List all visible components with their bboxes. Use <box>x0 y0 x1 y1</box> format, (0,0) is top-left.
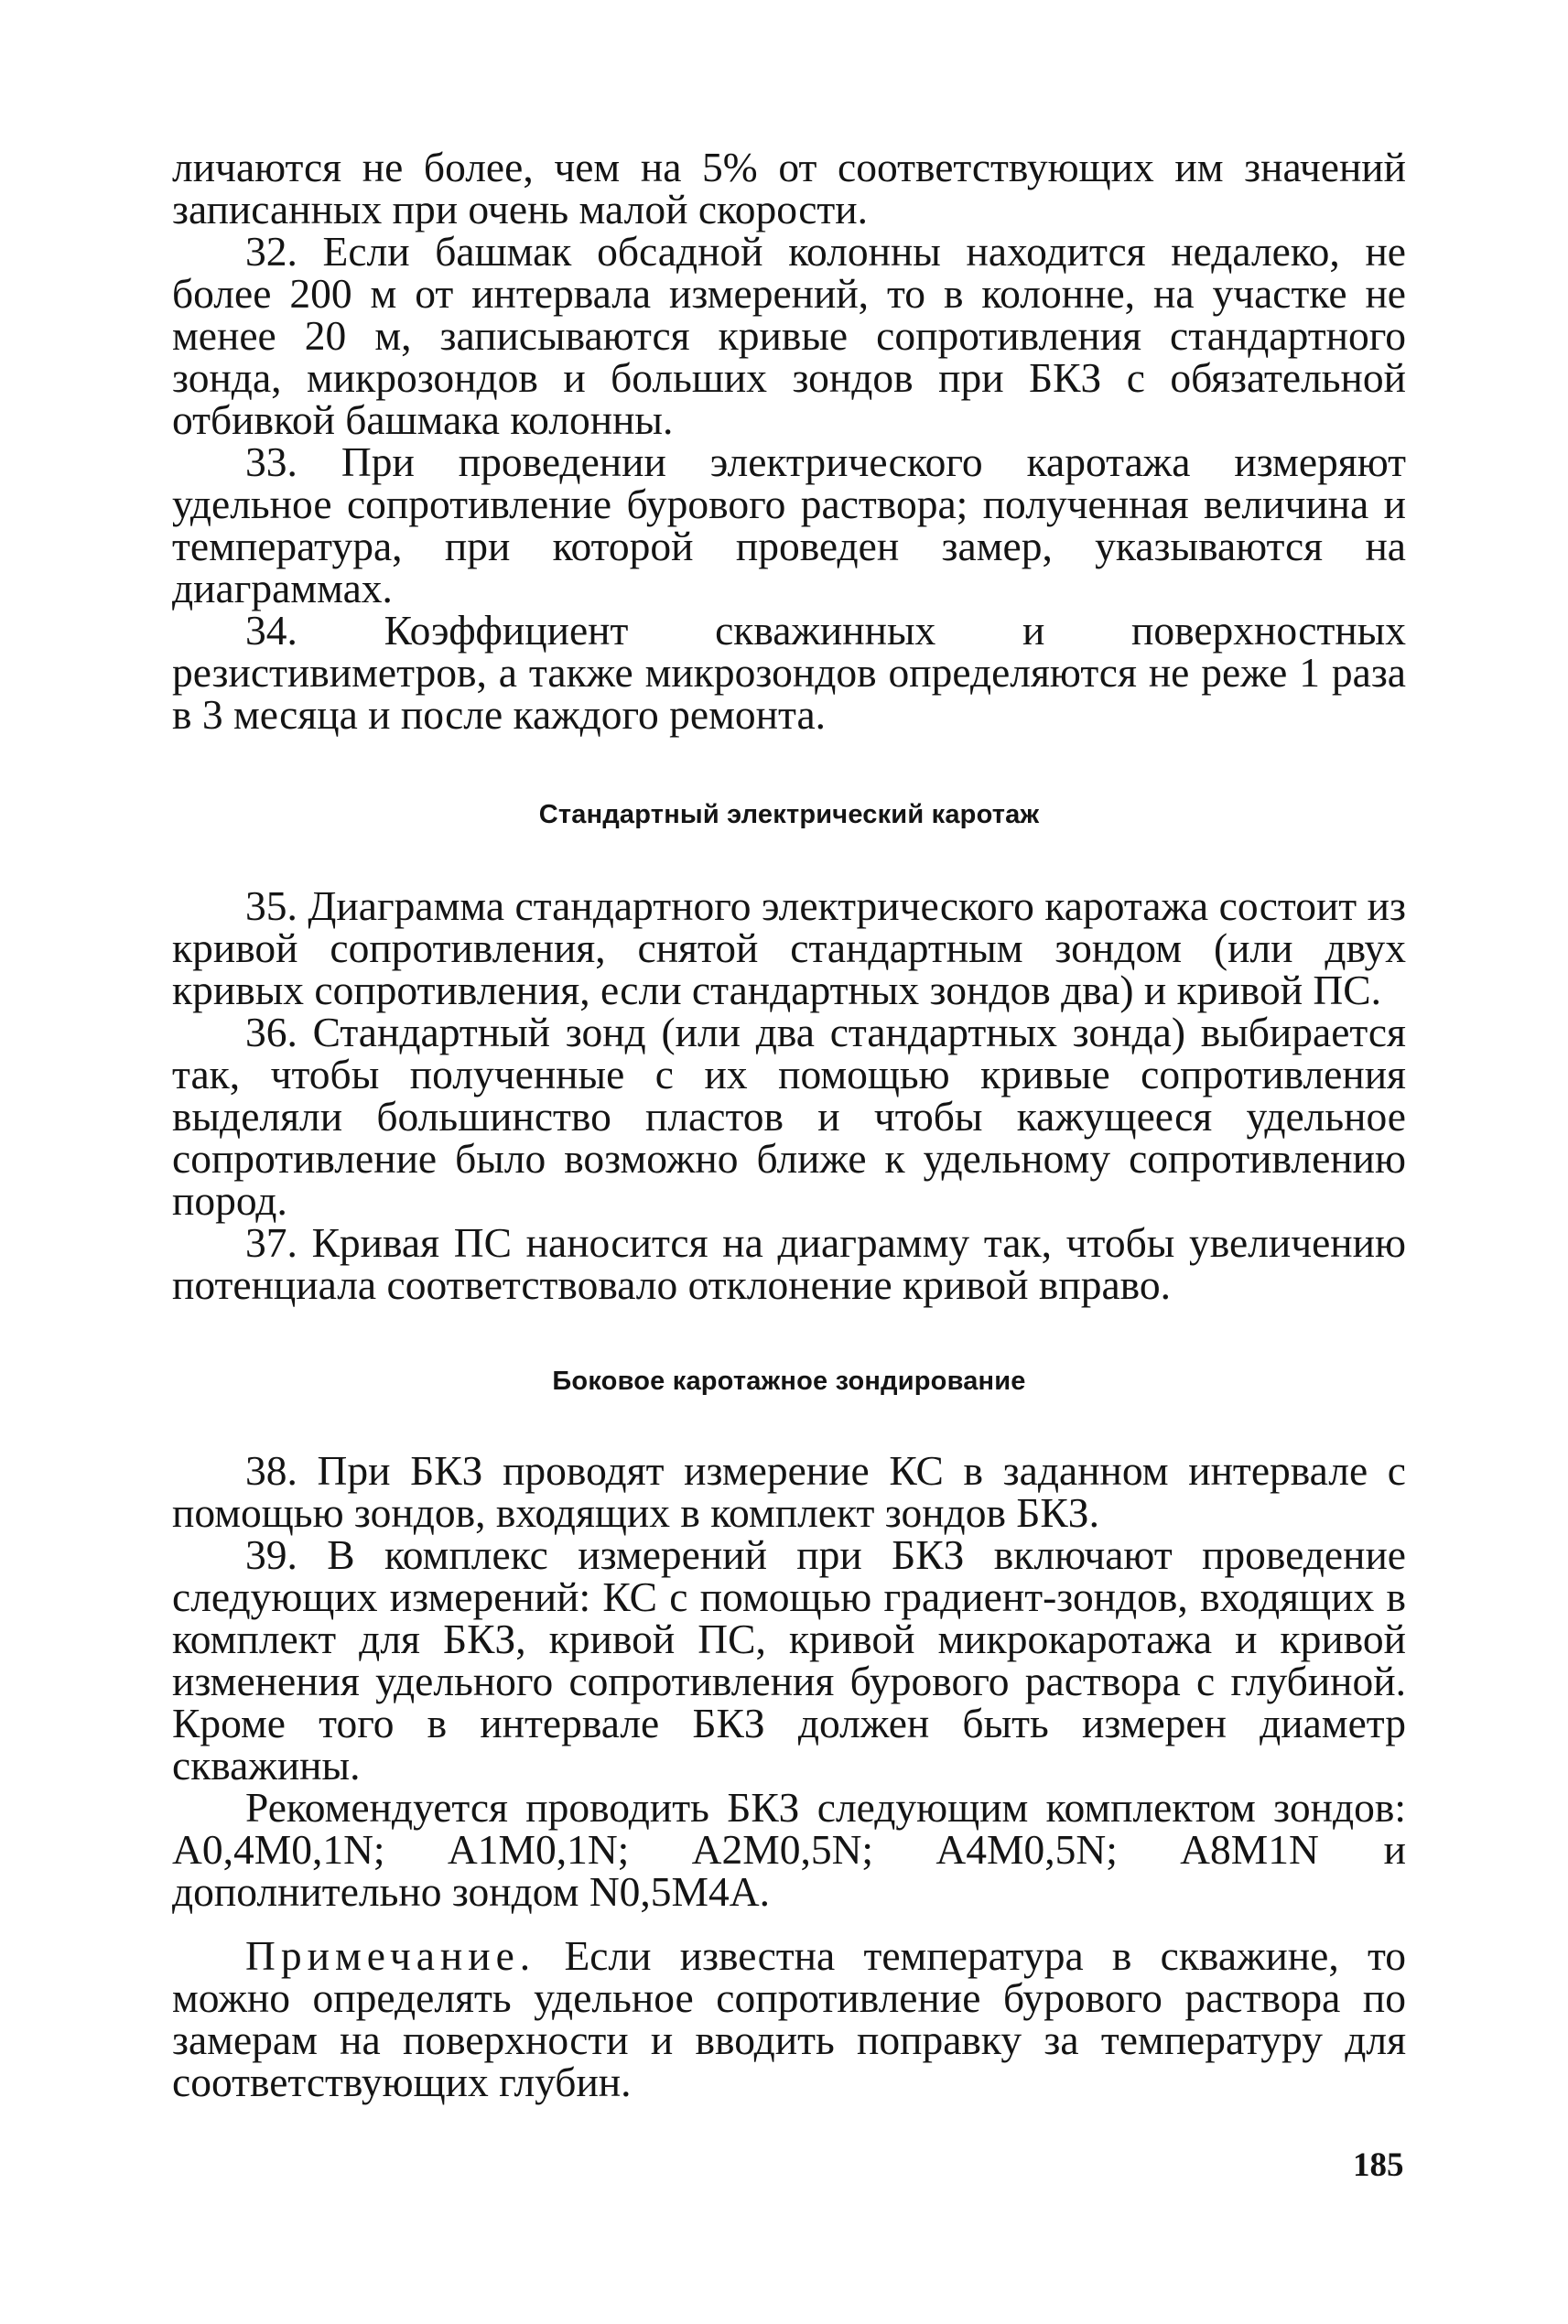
note-text: Если известна температура в скважине, то можно определять удельное сопротивление бурового раствора по замерам на поверхности и вводить поправку за температуру для соответствующих глубин. <box>172 1932 1407 2105</box>
paragraph-38: 38. При БКЗ проводят измерение КС в заданном интервале с помощью зондов, входящих в комплект зондов БКЗ. <box>172 1447 1406 1536</box>
page-number: 185 <box>1353 2146 1404 2184</box>
section-heading-lateral-sounding: Боковое каротажное зондирование <box>552 1367 1026 1396</box>
paragraph-34: 34. Коэффициент скважинных и поверхностных резистивиметров, а также микрозондов определяются не реже 1 раза в 3 месяца и после каждого ремонта. <box>172 607 1406 738</box>
paragraph-39: 39. В комплекс измерений при БКЗ включают проведение следующих измерений: КС с помощью градиент-зондов, входящих в комплект для БКЗ, кривой ПС, кривой микрокаротажа и кривой изменения удельного сопротивления бурового раствора с глубиной. Кроме того в интервале БКЗ должен быть измерен диаметр скважины. <box>172 1531 1406 1789</box>
page-body <box>172 146 1406 2103</box>
note-label: Примечание. <box>245 1932 536 1979</box>
section-heading-standard-logging: Стандартный электрический каротаж <box>538 800 1040 829</box>
paragraph-32: 32. Если башмак обсадной колонны находится недалеко, не более 200 м от интервала измерений, то в колонне, на участке не менее 20 м, записываются кривые сопротивления стандартного зонда, микрозондов и больших зондов при БКЗ с обязательной отбивкой башмака колонны. <box>172 228 1406 443</box>
paragraph-recommendation: Рекомендуется проводить БКЗ следующим комплектом зондов: A0,4M0,1N; A1M0,1N; A2M0,5N; A4M0,5N; A8M1N и дополнительно зондом N0,5M4A. <box>172 1784 1406 1915</box>
paragraph-continuation: личаются не более, чем на 5% от соответствующих им значений записанных при очень малой скорости. <box>172 144 1406 232</box>
note-paragraph <box>172 1932 1407 2105</box>
paragraph-37: 37. Кривая ПС наносится на диаграмму так, чтобы увеличению потенциала соответствовало отклонение кривой вправо. <box>172 1219 1406 1308</box>
paragraph-35: 35. Диаграмма стандартного электрического каротажа состоит из кривой сопротивления, снятой стандартным зондом (или двух кривых сопротивления, если стандартных зондов два) и кривой ПС. <box>172 882 1406 1013</box>
paragraph-33: 33. При проведении электрического каротажа измеряют удельное сопротивление бурового раствора; полученная величина и температура, при которой проведен замер, указываются на диаграммах. <box>172 438 1406 611</box>
paragraph-36: 36. Стандартный зонд (или два стандартных зонда) выбирается так, чтобы полученные с их помощью кривые сопротивления выделяли большинство пластов и чтобы кажущееся удельное сопротивление было возможно ближе к удельному сопротивлению пород. <box>172 1009 1406 1224</box>
